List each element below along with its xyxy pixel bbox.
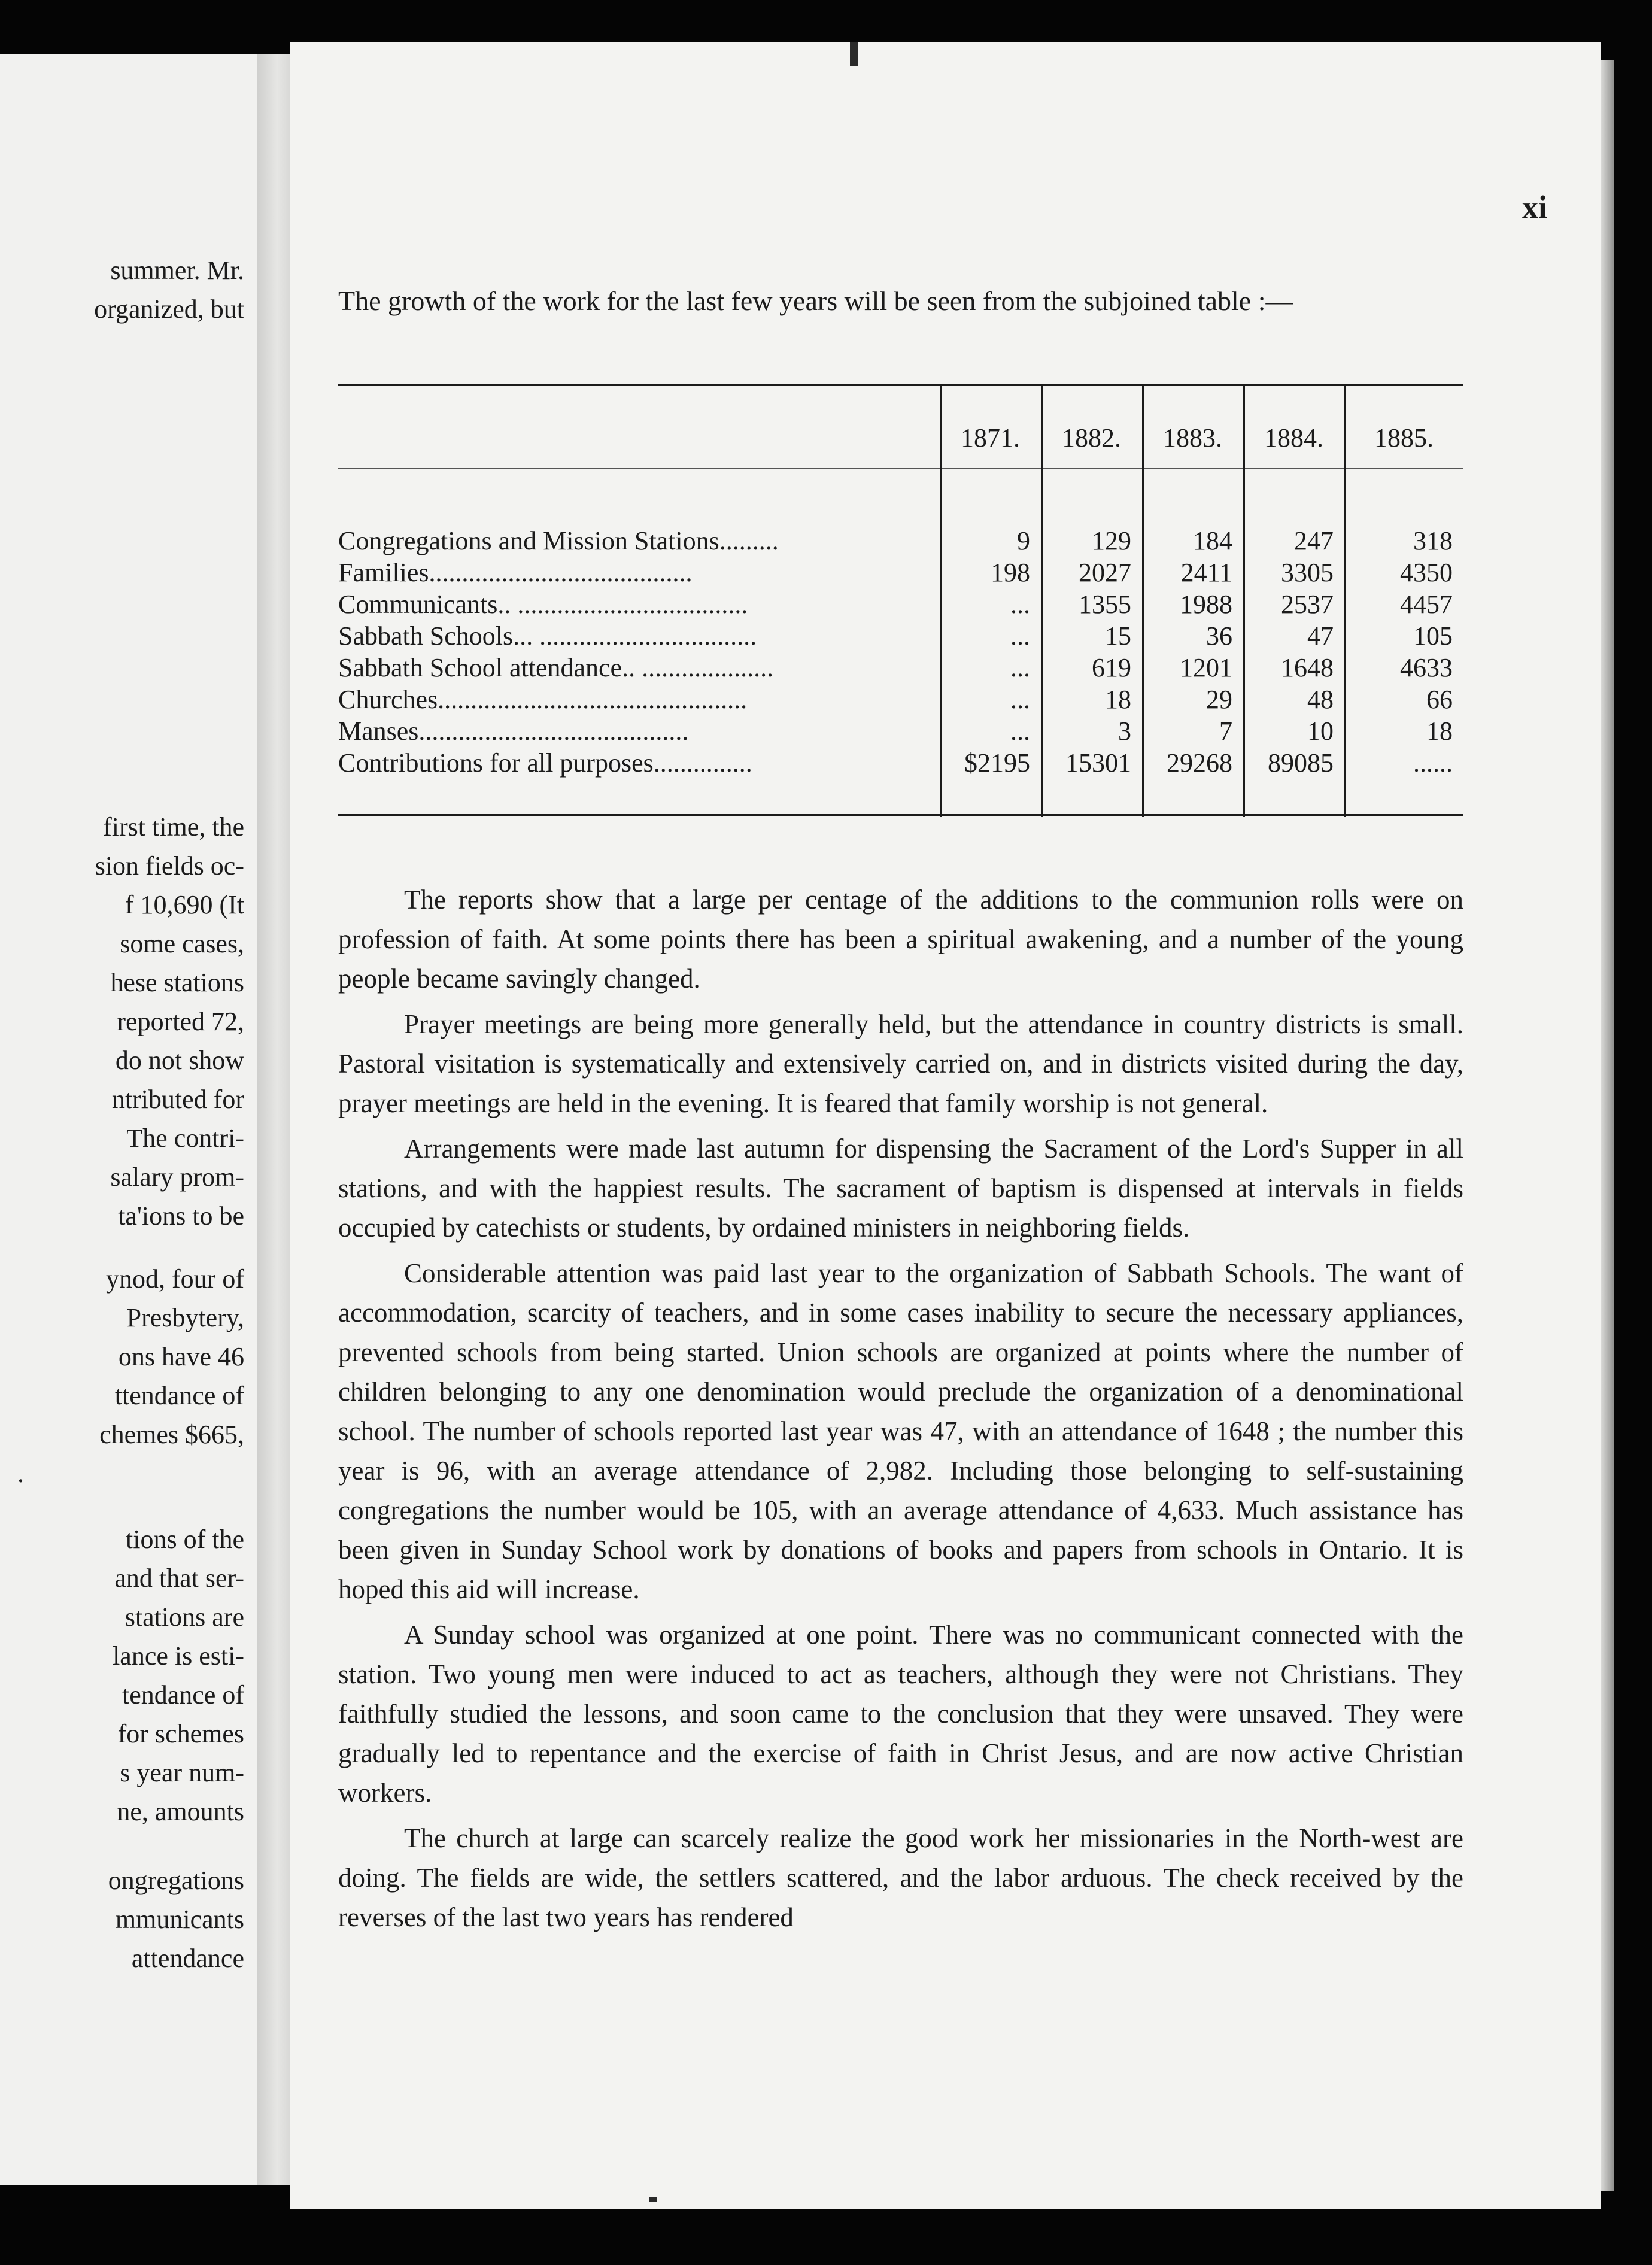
table-cell: 129 (1092, 526, 1131, 555)
table-row (338, 588, 1463, 620)
table-cell: 66 (1426, 685, 1453, 714)
page-number: xi (1522, 189, 1547, 225)
table-cell: 89085 (1268, 748, 1334, 778)
row-label: Sabbath Schools... ................................. (338, 621, 757, 651)
table-intro: The growth of the work for the last few years will be seen from the subjoined table :— (338, 286, 1293, 316)
left-page-line: chemes $665, (99, 1420, 244, 1449)
paragraph: Considerable attention was paid last year to the organization of Sabbath Schools. The want of accommodation, scarcity of teachers, and in some cases inability to secure the necessary appliances, prevented schools from being started. Union schools are organized at points where the number of children belonging to any one denomination would preclude the organization of a denominational school. The number of schools reported last year was 47, with an attendance of 1648 ; the number this year is 96, with an average attendance of 2,982. Including those belonging to self-sustaining congregations the number would be 105, with an average attendance of 4,633. Much assistance has been given in Sunday School work by donations of books and papers from schools in Ontario. It is hoped this aid will increase. (338, 1258, 1463, 1604)
right-page (290, 42, 1601, 2209)
column-header: 1885. (1374, 423, 1434, 453)
body-text (338, 880, 1463, 1943)
table-row (338, 525, 1463, 557)
page-edge (1601, 60, 1614, 2191)
column-header: 1884. (1264, 423, 1323, 453)
left-page-line: and that ser- (114, 1563, 244, 1593)
table-cell: ...... (1413, 748, 1453, 778)
table-row (338, 715, 1463, 747)
scan-speck (850, 42, 858, 66)
row-label: Manses......................................... (338, 716, 689, 746)
paragraph: The church at large can scarcely realize the good work her missionaries in the North-west are doing. The fields are wide, the settlers scattered, and the labor arduous. The check received by the reverses of the last two years has rendered (338, 1823, 1463, 1932)
row-label-header (338, 392, 940, 483)
left-facing-page (0, 54, 257, 2185)
left-page-line: ne, amounts (117, 1797, 244, 1826)
left-page-line: organized, but (94, 294, 244, 324)
row-label: Churches............................................... (338, 685, 748, 714)
table-cell: 105 (1413, 621, 1453, 651)
left-page-line: mmunicants (115, 1905, 244, 1934)
table-header-row (338, 392, 1463, 483)
table-cell: ... (1010, 590, 1030, 619)
table-spacer (338, 483, 1463, 525)
table-cell: 247 (1294, 526, 1334, 555)
scan-speck (649, 2197, 657, 2202)
row-label: Communicants.. ................................... (338, 590, 748, 619)
paragraph: Arrangements were made last autumn for dispensing the Sacrament of the Lord's Supper in all stations, and with the happiest results. The sacrament of baptism is dispensed at intervals in fields occupied by catechists or students, by ordained ministers in neighboring fields. (338, 1134, 1463, 1243)
left-page-line: salary prom- (110, 1162, 244, 1192)
table-row (338, 620, 1463, 652)
left-page-line: f 10,690 (It (124, 890, 244, 919)
left-page-line: The contri- (126, 1124, 244, 1153)
table-cell: 4457 (1400, 590, 1453, 619)
left-page-line: ntributed for (111, 1085, 244, 1114)
left-page-line: ons have 46 (118, 1342, 244, 1371)
table-cell: 36 (1206, 621, 1232, 651)
left-page-line: attendance (131, 1944, 244, 1973)
table-cell: 15301 (1065, 748, 1131, 778)
table-cell: 9 (1017, 526, 1030, 555)
table-cell: ... (1010, 685, 1030, 714)
table-cell: 15 (1105, 621, 1131, 651)
column-header: 1882. (1062, 423, 1121, 453)
table-cell: 47 (1307, 621, 1334, 651)
table-cell: 1648 (1281, 653, 1334, 682)
left-page-line: some cases, (120, 929, 244, 958)
table-cell: 3305 (1281, 558, 1334, 587)
left-page-line: summer. Mr. (110, 256, 244, 285)
left-page-line: ongregations (108, 1866, 244, 1895)
table-cell: 1988 (1180, 590, 1232, 619)
left-page-line: do not show (115, 1046, 244, 1075)
table-cell: 2411 (1180, 558, 1232, 587)
left-page-line: s year num- (120, 1758, 244, 1787)
left-page-line: ta'ions to be (118, 1201, 244, 1231)
table-cell: $2195 (964, 748, 1030, 778)
left-page-line: ttendance of (114, 1381, 244, 1410)
paragraph: A Sunday school was organized at one point. There was no communicant connected with the station. Two young men were induced to act as teachers, although they were not Christians. They faithfully studied the lessons, and soon came to the conclusion that they were unsaved. They were gradually led to repentance and the exercise of faith in Christ Jesus, and are now active Christian workers. (338, 1620, 1463, 1808)
left-page-line: reported 72, (117, 1007, 244, 1036)
table-row (338, 747, 1463, 779)
table-cell: 18 (1105, 685, 1131, 714)
left-page-line: sion fields oc- (95, 851, 244, 881)
left-page-line: for schemes (117, 1719, 244, 1748)
table-cell: 318 (1413, 526, 1453, 555)
left-page-line: hese stations (110, 968, 244, 997)
left-page-line: tions of the (126, 1525, 244, 1554)
table-cell: 198 (991, 558, 1030, 587)
growth-table (338, 392, 1463, 779)
left-page-line: tendance of (122, 1680, 244, 1710)
table-cell: ... (1010, 621, 1030, 651)
table-cell: 7 (1219, 716, 1232, 746)
table-cell: ... (1010, 716, 1030, 746)
row-label: Contributions for all purposes............... (338, 748, 752, 778)
table-row (338, 557, 1463, 588)
left-page-line: Presbytery, (126, 1303, 244, 1332)
table-cell: 2537 (1281, 590, 1334, 619)
left-page-line: ynod, four of (106, 1264, 244, 1294)
table-bottom-rule (338, 814, 1463, 816)
table-cell: 4633 (1400, 653, 1453, 682)
table-cell: 18 (1426, 716, 1453, 746)
left-page-line: stations are (124, 1602, 244, 1632)
table-row (338, 652, 1463, 684)
table-top-rule (338, 384, 1463, 386)
table-cell: 184 (1193, 526, 1232, 555)
table-cell: 29268 (1167, 748, 1232, 778)
row-label: Congregations and Mission Stations......... (338, 526, 779, 555)
column-header: 1871. (961, 423, 1020, 453)
table-cell: 1201 (1180, 653, 1232, 682)
book-gutter (257, 54, 290, 2185)
left-page-line: first time, the (103, 812, 244, 842)
column-header: 1883. (1163, 423, 1222, 453)
table-cell: 1355 (1079, 590, 1131, 619)
table-cell: ... (1010, 653, 1030, 682)
left-page-line: . (17, 1459, 24, 1488)
table-cell: 10 (1307, 716, 1334, 746)
paragraph: The reports show that a large per centage of the additions to the communion rolls were on profession of faith. At some points there has been a spiritual awakening, and a number of the young people became savingly changed. (338, 885, 1463, 994)
table-cell: 4350 (1400, 558, 1453, 587)
left-page-line: lance is esti- (113, 1641, 244, 1671)
table-cell: 2027 (1079, 558, 1131, 587)
table-row (338, 684, 1463, 715)
paragraph: Prayer meetings are being more generally held, but the attendance in country districts is small. Pastoral visitation is systematically and extensively carried on, and in districts visited during the day, prayer meetings are held in the evening. It is feared that family worship is not general. (338, 1009, 1463, 1118)
table-cell: 29 (1206, 685, 1232, 714)
table-cell: 3 (1118, 716, 1131, 746)
row-label: Families........................................ (338, 558, 693, 587)
row-label: Sabbath School attendance.. .................... (338, 653, 774, 682)
table-cell: 48 (1307, 685, 1334, 714)
table-cell: 619 (1092, 653, 1131, 682)
